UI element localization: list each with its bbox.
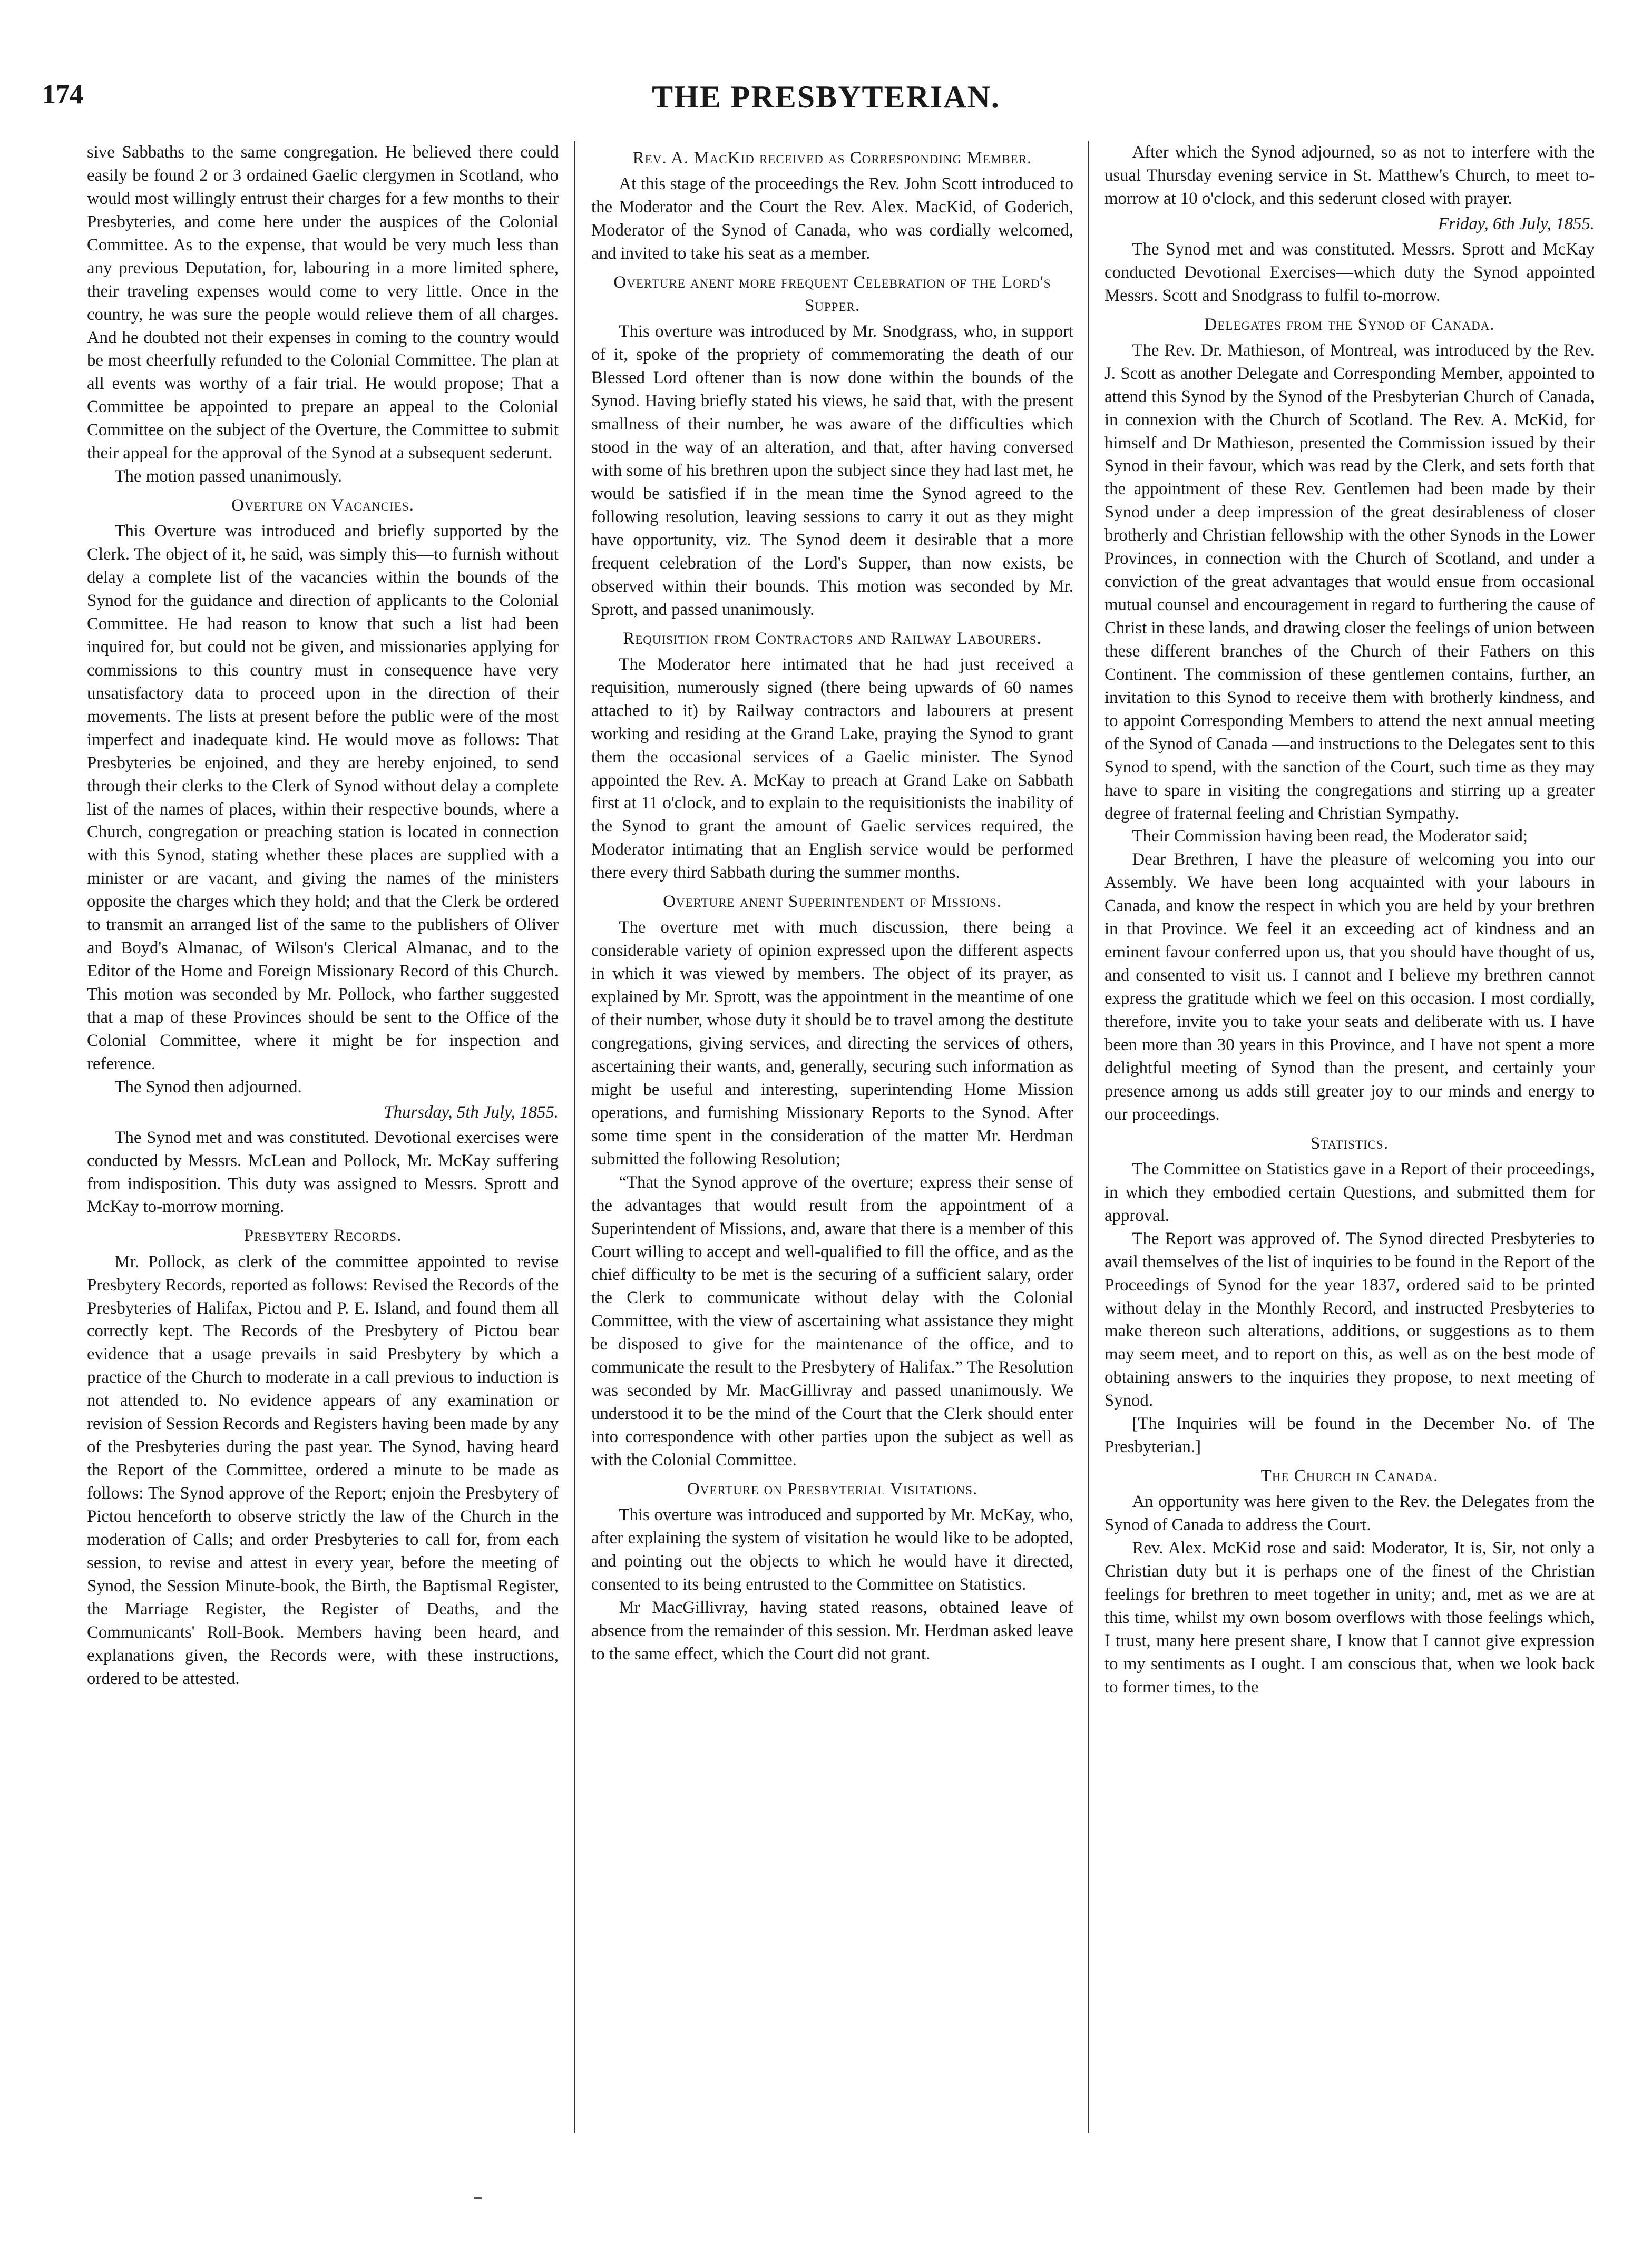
paragraph: The Synod then adjourned. bbox=[114, 1077, 302, 1097]
section-heading: Delegates from the Synod of Canada. bbox=[1204, 315, 1495, 334]
paragraph: This overture was introduced by Mr. Snodgrass, who, in support of it, spoke of the propriety of commemorating the death of our Blessed Lord oftener than is now done within the bounds of the Synod. Having briefly stated his views, he said that, with the present smallness of their number, he was aware of the difficulties which stood in the way of an alteration, and that, after having conversed with some of his brethren upon the subject since they had last met, he would be satisfied if in the mean time the Synod agreed to the following resolution, leaving sessions to carry it out as they might have opportunity, viz. The Synod deem it desirable that a more frequent celebration of the Lord's Supper, than now exists, be observed within their bounds. This motion was seconded by Mr. Sprott, and passed unanimously. bbox=[591, 322, 1073, 619]
paragraph: The Report was approved of. The Synod directed Presbyteries to avail themselves of the list of inquiries to be found in the Report of the Proceedings of Synod for the year 1837, ordered said to be printed without delay in the Monthly Record, and instructed Presbyteries to make thereon such alterations, additions, or suggestions as to them may seem meet, and to report on this, as well as on the best mode of obtaining answers to the inquiries they propose, to next meeting of Synod. bbox=[1104, 1229, 1595, 1411]
paragraph: This overture was introduced and supported by Mr. McKay, who, after explaining the system of visitation he would like to be adopted, and pointing out the objects to which he would have it directed, consented to its being entrusted to the Committee on Statistics. bbox=[591, 1505, 1073, 1594]
column-3 bbox=[1104, 141, 1595, 2196]
dateline: Thursday, 5th July, 1855. bbox=[384, 1102, 559, 1122]
paragraph: “That the Synod approve of the overture; express their sense of the advantages that would result from the appointment of a Superintendent of Missions, and, aware that there is a member of this Court willing to accept and well-qualified to fill the office, and as the chief difficulty to be met is the securing of a sufficient salary, order the Clerk to communicate without delay with the Colonial Committee, with the view of ascertaining what assistance they might be disposed to give for the maintenance of the office, and to communicate the result to the Presbytery of Halifax.” The Resolution was seconded by Mr. MacGillivray and passed unanimously. We understood it to be the mind of the Court that the Clerk should enter into correspondence with other parties upon the subject as well as with the Colonial Committee. bbox=[591, 1172, 1073, 1470]
paragraph: The Moderator here intimated that he had just received a requisition, numerously signed (there being upwards of 60 names attached to it) by Railway contractors and labourers at present working and residing at the Grand Lake, praying the Synod to grant them the occasional services of a Gaelic minister. The Synod appointed the Rev. A. McKay to preach at Grand Lake on Sabbath first at 11 o'clock, and to explain to the requisitionists the inability of the Synod to grant the amount of Gaelic services required, the Moderator intimating that an English service would be performed there every third Sabbath during the summer months. bbox=[591, 654, 1073, 883]
column-rule-2 bbox=[1088, 141, 1089, 2133]
column-rule-1 bbox=[574, 141, 575, 2133]
paragraph: This Overture was introduced and briefly supported by the Clerk. The object of it, he said, was simply this—to furnish without delay a complete list of the vacancies within the bounds of the Synod for the guidance and direction of applicants to the Colonial Committee. He had reason to know that such a list had been inquired for, but could not be given, and missionaries applying for commissions to this country must in consequence have very unsatisfactory data to proceed upon in the direction of their movements. The lists at present before the public were of the most imperfect and inadequate kind. He would move as follows: That Presbyteries be enjoined, and they are hereby enjoined, to send through their clerks to the Clerk of Synod without delay a complete list of the names of places, within their respective bounds, where a Church, congregation or preaching station is located in connection with this Synod, stating whether these places are supplied with a minister or are vacant, and giving the names of the ministers opposite the charges which they hold; and that the Clerk be ordered to transmit an arranged list of the same to the publishers of Oliver and Boyd's Almanac, of Wilson's Clerical Almanac, and to the Editor of the Home and Foreign Missionary Record of this Church. This motion was seconded by Mr. Pollock, who farther suggested that a map of these Provinces should be sent to the Office of the Colonial Committee, where it might be for inspection and reference. bbox=[87, 522, 559, 1073]
section-heading: Presbytery Records. bbox=[243, 1226, 402, 1246]
column-1 bbox=[87, 141, 559, 2196]
paragraph: An opportunity was here given to the Rev. the Delegates from the Synod of Canada to address the Court. bbox=[1104, 1492, 1595, 1535]
paragraph: Rev. Alex. McKid rose and said: Moderator, It is, Sir, not only a Christian duty but it is perhaps one of the finest of the Christian feelings for brethren to meet together in unity; and, met as we are at this time, whilst my own bosom overflows with those feelings which, I trust, many here present share, I know that I cannot give expression to my sentiments as I ought. I am conscious that, when we look back to former times, to the bbox=[1104, 1539, 1595, 1697]
section-heading: Rev. A. MacKid received as Corresponding Member. bbox=[632, 149, 1032, 168]
section-heading: Overture on Presbyterial Visitations. bbox=[687, 1479, 978, 1499]
column-2 bbox=[591, 141, 1073, 2196]
paragraph: [The Inquiries will be found in the December No. of The Presbyterian.] bbox=[1104, 1414, 1595, 1457]
paragraph: The overture met with much discussion, there being a considerable variety of opinion expressed upon the different aspects in which it was viewed by members. The object of its prayer, as explained by Mr. Sprott, was the appointment in the meantime of one of their number, whose duty it should be to travel among the destitute congregations, giving services, and directing the services of others, ascertaining their wants, and, generally, securing such information as might be useful and interesting, superintending Home Mission operations, and furnishing Missionary Reports to the Synod. After some time spent in the consideration of the matter Mr. Herdman submitted the following Resolution; bbox=[591, 918, 1073, 1169]
paragraph: The Synod met and was constituted. Messrs. Sprott and McKay conducted Devotional Exercises—which duty the Synod appointed Messrs. Scott and Snodgrass to fulfil to-morrow. bbox=[1104, 239, 1595, 305]
paragraph: The Rev. Dr. Mathieson, of Montreal, was introduced by the Rev. J. Scott as another Delegate and Corresponding Member, appointed to attend this Synod by the Synod of the Presbyterian Church of Canada, in connexion with the Church of Scotland. The Rev. A. McKid, for himself and Dr Mathieson, presented the Commission issued by their Synod in their favour, which was read by the Clerk, and sets forth that the appointment of these Rev. Gentlemen had been made by their Synod under a deep impression of the great desirableness of closer brotherly and Christian fellowship with the other Synods in the Lower Provinces, in connection with the Church of Scotland, and under a conviction of the great advantages that would ensue from occasional mutual counsel and encouragement in regard to furthering the cause of Christ in these lands, and drawing closer the feelings of union between these different branches of the Church of their Fathers on this Continent. The commission of these gentlemen contains, further, an invitation to this Synod to receive them with brotherly kindness, and to appoint Corresponding Members to attend the next annual meeting of the Synod of Canada —and instructions to the Delegates sent to this Synod to spend, with the sanction of the Court, such time as they may have to spare in visiting the congregations and stirring up a greater degree of fraternal feeling and Christian Sympathy. bbox=[1104, 340, 1595, 823]
section-heading: Requisition from Contractors and Railway Labourers. bbox=[623, 629, 1042, 648]
page-number: 174 bbox=[42, 80, 83, 110]
section-heading: The Church in Canada. bbox=[1260, 1466, 1439, 1486]
paragraph: Their Commission having been read, the Moderator said; bbox=[1132, 827, 1528, 846]
paragraph: After which the Synod adjourned, so as not to interfere with the usual Thursday evening service in St. Matthew's Church, to meet to-morrow at 10 o'clock, and this sederunt closed with prayer. bbox=[1104, 143, 1595, 208]
paragraph: Mr MacGillivray, having stated reasons, obtained leave of absence from the remainder of this session. Mr. Herdman asked leave to the same effect, which the Court did not grant. bbox=[591, 1598, 1073, 1663]
paragraph: Mr. Pollock, as clerk of the committee appointed to revise Presbytery Records, reported as follows: Revised the Records of the Presbyteries of Halifax, Pictou and P. E. Island, and found them all correctly kept. The Records of the Presbytery of Pictou bear evidence that a usage prevails in said Presbytery by which a practice of the Church to moderate in a call previous to induction is not attended to. No evidence appears of any examination or revision of Session Records and Registers having been made by any of the Presbyteries during the past year. The Synod, having heard the Report of the Committee, ordered a minute to be made as follows: The Synod approve of the Report; enjoin the Presbytery of Pictou henceforth to observe strictly the law of the Church in the moderation of Calls; and order Presbyteries to call for, from each session, to revise and attest in every year, before the meeting of Synod, the Session Minute-book, the Birth, the Baptismal Register, the Marriage Register, the Register of Deaths, and the Communicants' Roll-Book. Members having been heard, and explanations given, the Records were, with these instructions, ordered to be attested. bbox=[87, 1252, 559, 1688]
dateline: Friday, 6th July, 1855. bbox=[1438, 214, 1595, 233]
paragraph: sive Sabbaths to the same congregation. He believed there could easily be found 2 or 3 ordained Gaelic clergymen in Scotland, who would most willingly entrust their charges for a few months to their Presbyteries, and come here under the auspices of the Colonial Committee. As to the expense, that would be very much less than any previous Deputation, for, labouring in a more limited sphere, their traveling expenses would come to very little. Once in the country, he was sure the people would relieve them of all charges. And he doubted not their expenses in coming to the country would be most cheerfully refunded to the Colonial Committee. The plan at all events was worthy of a fair trial. He would propose; That a Committee be appointed to prepare an appeal to the Colonial Committee on the subject of the Overture, the Committee to submit their appeal for the approval of the Synod at a subsequent sederunt. bbox=[87, 143, 559, 463]
section-heading: Overture anent more frequent Celebration of the Lord's Supper. bbox=[613, 272, 1051, 316]
section-heading: Overture on Vacancies. bbox=[231, 496, 414, 515]
running-title: THE PRESBYTERIAN. bbox=[652, 80, 1000, 114]
paragraph: Dear Brethren, I have the pleasure of welcoming you into our Assembly. We have been long acquainted with your labours in Canada, and know the respect in which you are held by your brethren in that Province. We feel it an exceeding act of kindness and an eminent favour conferred upon us, that you should have thought of us, and consented to visit us. I cannot and I believe my brethren cannot express the gratitude which we feel on this occasion. I most cordially, therefore, invite you to take your seats and deliberate with us. I have been more than 30 years in this Province, and I have not spent a more delightful meeting of Synod than the present, and certainly your presence among us adds still greater joy to our minds and energy to our proceedings. bbox=[1104, 850, 1595, 1124]
paragraph: The Committee on Statistics gave in a Report of their proceedings, in which they embodied certain Questions, and submitted them for approval. bbox=[1104, 1159, 1595, 1225]
section-heading: Overture anent Superintendent of Missions. bbox=[663, 892, 1002, 912]
section-heading: Statistics. bbox=[1310, 1133, 1389, 1153]
ink-smudge bbox=[474, 2197, 482, 2199]
paragraph: The motion passed unanimously. bbox=[114, 467, 342, 486]
paragraph: At this stage of the proceedings the Rev. John Scott introduced to the Moderator and the Court the Rev. Alex. MacKid, of Goderich, Moderator of the Synod of Canada, who was cordially welcomed, and invited to take his seat as a member. bbox=[591, 174, 1073, 263]
paragraph: The Synod met and was constituted. Devotional exercises were conducted by Messrs. McLean and Pollock, Mr. McKay suffering from indisposition. This duty was assigned to Messrs. Sprott and McKay to-morrow morning. bbox=[87, 1128, 559, 1217]
